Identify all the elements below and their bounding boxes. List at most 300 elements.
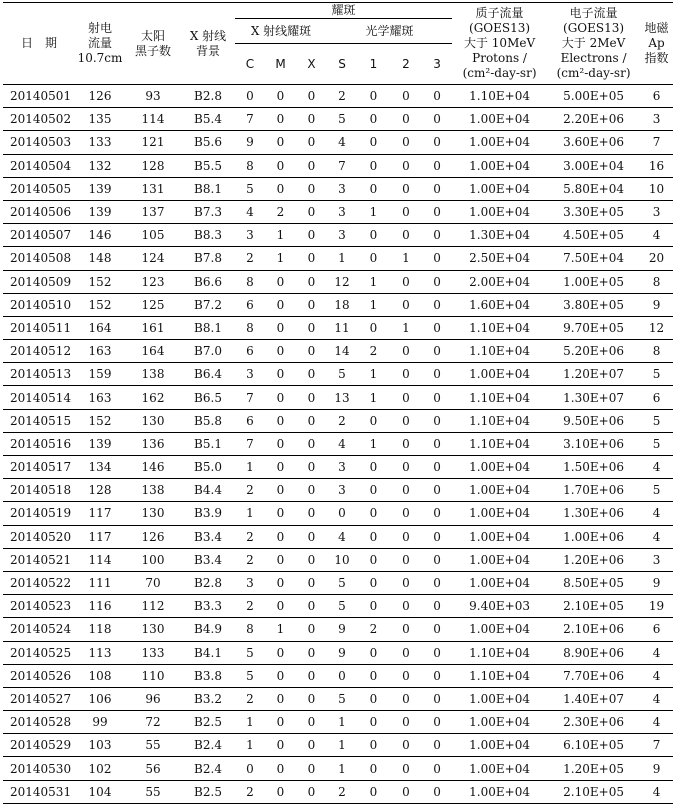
cell-xray-c: 5 [235,177,265,200]
cell-electron-flux: 7.50E+04 [547,247,640,270]
cell-proton-flux: 1.10E+04 [452,85,547,108]
cell-xray-x: 0 [296,711,327,734]
cell-ap-index: 5 [640,363,673,386]
cell-electron-flux: 1.00E+05 [547,270,640,293]
table-row [3,386,673,409]
cell-optical-1: 0 [357,131,390,154]
cell-sunspot-number: 133 [125,641,181,664]
cell-proton-flux: 1.10E+04 [452,316,547,339]
cell-optical-3: 0 [422,340,452,363]
cell-radio-flux: 117 [75,525,125,548]
cell-electron-flux: 3.60E+06 [547,131,640,154]
table-row [3,456,673,479]
cell-optical-1: 0 [357,456,390,479]
cell-radio-flux: 163 [75,386,125,409]
cell-ap-index: 4 [640,687,673,710]
cell-xray-c: 8 [235,618,265,641]
cell-optical-1: 0 [357,154,390,177]
cell-optical-3: 0 [422,595,452,618]
cell-radio-flux: 106 [75,687,125,710]
cell-optical-2: 0 [390,711,422,734]
cell-optical-3: 0 [422,154,452,177]
cell-xray-m: 0 [265,363,296,386]
cell-proton-flux: 1.10E+04 [452,641,547,664]
cell-sunspot-number: 162 [125,386,181,409]
cell-sunspot-number: 93 [125,85,181,108]
cell-ap-index: 8 [640,270,673,293]
cell-optical-2: 0 [390,502,422,525]
cell-xray-x: 0 [296,85,327,108]
cell-xray-m: 0 [265,664,296,687]
cell-xray-m: 0 [265,432,296,455]
cell-optical-3: 0 [422,270,452,293]
cell-date: 20140508 [3,247,75,270]
cell-proton-flux: 1.00E+04 [452,502,547,525]
cell-xray-c: 3 [235,571,265,594]
cell-optical-2: 0 [390,340,422,363]
cell-date: 20140517 [3,456,75,479]
cell-electron-flux: 3.30E+05 [547,200,640,223]
cell-proton-flux: 1.00E+04 [452,618,547,641]
cell-ap-index: 4 [640,711,673,734]
cell-electron-flux: 2.10E+05 [547,595,640,618]
cell-xray-x: 0 [296,456,327,479]
cell-xray-m: 0 [265,571,296,594]
cell-radio-flux: 152 [75,293,125,316]
cell-optical-2: 0 [390,618,422,641]
cell-xray-background: B5.0 [181,456,235,479]
cell-optical-s: 5 [327,595,357,618]
cell-sunspot-number: 56 [125,757,181,780]
table-row [3,780,673,803]
cell-optical-3: 0 [422,479,452,502]
cell-ap-index: 10 [640,177,673,200]
cell-date: 20140503 [3,131,75,154]
cell-optical-2: 0 [390,363,422,386]
table-row [3,711,673,734]
cell-electron-flux: 1.70E+06 [547,479,640,502]
cell-date: 20140528 [3,711,75,734]
cell-proton-flux: 2.00E+04 [452,270,547,293]
cell-optical-3: 0 [422,131,452,154]
cell-xray-x: 0 [296,224,327,247]
cell-optical-1: 2 [357,618,390,641]
cell-xray-background: B5.6 [181,131,235,154]
cell-xray-m: 0 [265,154,296,177]
cell-electron-flux: 1.50E+06 [547,456,640,479]
cell-xray-x: 0 [296,293,327,316]
cell-optical-1: 0 [357,711,390,734]
cell-radio-flux: 117 [75,502,125,525]
cell-xray-x: 0 [296,131,327,154]
cell-optical-s: 3 [327,224,357,247]
cell-proton-flux: 1.10E+04 [452,386,547,409]
cell-xray-background: B2.8 [181,571,235,594]
cell-xray-background: B3.3 [181,595,235,618]
cell-optical-s: 7 [327,154,357,177]
cell-xray-x: 0 [296,502,327,525]
cell-optical-s: 4 [327,525,357,548]
cell-radio-flux: 152 [75,409,125,432]
cell-xray-x: 0 [296,780,327,803]
cell-radio-flux: 152 [75,270,125,293]
cell-ap-index: 6 [640,85,673,108]
cell-xray-background: B7.8 [181,247,235,270]
cell-optical-s: 5 [327,687,357,710]
cell-ap-index: 4 [640,664,673,687]
cell-proton-flux: 1.10E+04 [452,432,547,455]
cell-xray-background: B4.4 [181,479,235,502]
cell-optical-s: 5 [327,571,357,594]
cell-xray-m: 1 [265,224,296,247]
cell-proton-flux: 1.10E+04 [452,664,547,687]
cell-date: 20140512 [3,340,75,363]
cell-date: 20140514 [3,386,75,409]
cell-optical-3: 0 [422,85,452,108]
cell-optical-2: 0 [390,734,422,757]
table-row [3,734,673,757]
cell-xray-x: 0 [296,363,327,386]
cell-optical-s: 2 [327,409,357,432]
cell-optical-2: 0 [390,224,422,247]
table-row [3,131,673,154]
table-row [3,618,673,641]
cell-optical-3: 0 [422,525,452,548]
cell-ap-index: 5 [640,409,673,432]
table-row [3,293,673,316]
cell-xray-background: B7.2 [181,293,235,316]
cell-xray-c: 7 [235,386,265,409]
cell-optical-1: 0 [357,734,390,757]
cell-xray-background: B2.8 [181,85,235,108]
cell-sunspot-number: 114 [125,108,181,131]
cell-xray-m: 0 [265,757,296,780]
cell-date: 20140511 [3,316,75,339]
cell-date: 20140521 [3,548,75,571]
cell-sunspot-number: 125 [125,293,181,316]
cell-optical-1: 0 [357,687,390,710]
cell-optical-1: 1 [357,293,390,316]
cell-ap-index: 4 [640,780,673,803]
cell-xray-c: 1 [235,711,265,734]
cell-date: 20140516 [3,432,75,455]
cell-optical-2: 0 [390,664,422,687]
cell-proton-flux: 1.00E+04 [452,548,547,571]
cell-ap-index: 4 [640,224,673,247]
cell-electron-flux: 2.10E+06 [547,618,640,641]
cell-optical-3: 0 [422,293,452,316]
cell-ap-index: 5 [640,479,673,502]
cell-xray-x: 0 [296,548,327,571]
cell-optical-1: 0 [357,85,390,108]
cell-xray-x: 0 [296,734,327,757]
cell-proton-flux: 1.00E+04 [452,571,547,594]
cell-xray-x: 0 [296,409,327,432]
cell-optical-3: 0 [422,386,452,409]
cell-sunspot-number: 100 [125,548,181,571]
cell-sunspot-number: 131 [125,177,181,200]
cell-sunspot-number: 96 [125,687,181,710]
cell-optical-2: 0 [390,548,422,571]
cell-xray-x: 0 [296,270,327,293]
cell-optical-2: 0 [390,270,422,293]
cell-electron-flux: 2.20E+06 [547,108,640,131]
cell-xray-m: 0 [265,270,296,293]
cell-electron-flux: 2.30E+06 [547,711,640,734]
cell-optical-2: 1 [390,316,422,339]
cell-xray-background: B5.5 [181,154,235,177]
cell-date: 20140509 [3,270,75,293]
cell-optical-3: 0 [422,780,452,803]
cell-proton-flux: 1.00E+04 [452,757,547,780]
solar-activity-table [3,2,673,804]
cell-date: 20140505 [3,177,75,200]
header-optical-1: 1 [357,44,390,85]
cell-radio-flux: 148 [75,247,125,270]
cell-optical-1: 0 [357,571,390,594]
cell-xray-background: B8.1 [181,177,235,200]
cell-optical-s: 1 [327,757,357,780]
cell-date: 20140513 [3,363,75,386]
cell-proton-flux: 1.00E+04 [452,780,547,803]
cell-xray-c: 2 [235,525,265,548]
cell-xray-x: 0 [296,687,327,710]
cell-optical-s: 9 [327,618,357,641]
table-row [3,409,673,432]
cell-optical-3: 0 [422,734,452,757]
cell-xray-m: 0 [265,177,296,200]
header-electron-flux: 电子流量 (GOES13) 大于 2MeV Electrons / (cm²-day-sr) [547,3,640,85]
cell-optical-s: 2 [327,780,357,803]
cell-date: 20140525 [3,641,75,664]
cell-date: 20140515 [3,409,75,432]
cell-optical-3: 0 [422,664,452,687]
cell-date: 20140527 [3,687,75,710]
table-row [3,270,673,293]
cell-proton-flux: 1.00E+04 [452,363,547,386]
cell-xray-c: 7 [235,108,265,131]
cell-sunspot-number: 121 [125,131,181,154]
cell-optical-s: 5 [327,108,357,131]
cell-optical-2: 0 [390,131,422,154]
cell-proton-flux: 1.00E+04 [452,687,547,710]
cell-proton-flux: 1.60E+04 [452,293,547,316]
table-row [3,340,673,363]
cell-optical-2: 0 [390,456,422,479]
cell-sunspot-number: 138 [125,479,181,502]
cell-radio-flux: 113 [75,641,125,664]
cell-optical-3: 0 [422,687,452,710]
cell-optical-s: 3 [327,479,357,502]
cell-xray-c: 2 [235,780,265,803]
cell-optical-3: 0 [422,711,452,734]
cell-sunspot-number: 130 [125,409,181,432]
cell-sunspot-number: 126 [125,525,181,548]
cell-optical-1: 1 [357,386,390,409]
cell-sunspot-number: 72 [125,711,181,734]
cell-date: 20140530 [3,757,75,780]
cell-xray-c: 6 [235,409,265,432]
cell-radio-flux: 118 [75,618,125,641]
cell-electron-flux: 3.80E+05 [547,293,640,316]
header-optical-3: 3 [422,44,452,85]
cell-ap-index: 16 [640,154,673,177]
cell-xray-m: 0 [265,316,296,339]
cell-sunspot-number: 136 [125,432,181,455]
cell-optical-2: 1 [390,247,422,270]
cell-sunspot-number: 112 [125,595,181,618]
cell-optical-s: 1 [327,734,357,757]
cell-xray-background: B6.6 [181,270,235,293]
cell-xray-x: 0 [296,757,327,780]
cell-proton-flux: 1.00E+04 [452,200,547,223]
cell-optical-3: 0 [422,548,452,571]
cell-optical-1: 0 [357,548,390,571]
cell-radio-flux: 132 [75,154,125,177]
cell-xray-m: 0 [265,85,296,108]
cell-electron-flux: 4.50E+05 [547,224,640,247]
cell-optical-3: 0 [422,409,452,432]
table-row [3,316,673,339]
cell-sunspot-number: 164 [125,340,181,363]
cell-electron-flux: 5.00E+05 [547,85,640,108]
cell-proton-flux: 1.00E+04 [452,711,547,734]
cell-electron-flux: 3.10E+06 [547,432,640,455]
cell-xray-m: 0 [265,641,296,664]
cell-date: 20140501 [3,85,75,108]
cell-proton-flux: 1.10E+04 [452,409,547,432]
cell-xray-background: B2.4 [181,734,235,757]
cell-radio-flux: 134 [75,456,125,479]
table-row [3,479,673,502]
cell-xray-c: 6 [235,340,265,363]
cell-optical-3: 0 [422,316,452,339]
cell-xray-c: 2 [235,595,265,618]
cell-date: 20140524 [3,618,75,641]
cell-xray-x: 0 [296,641,327,664]
cell-optical-s: 0 [327,502,357,525]
cell-optical-2: 0 [390,687,422,710]
cell-date: 20140522 [3,571,75,594]
cell-ap-index: 19 [640,595,673,618]
cell-sunspot-number: 146 [125,456,181,479]
cell-optical-3: 0 [422,571,452,594]
table-row [3,757,673,780]
cell-electron-flux: 8.50E+05 [547,571,640,594]
table-row [3,595,673,618]
cell-ap-index: 6 [640,618,673,641]
cell-radio-flux: 99 [75,711,125,734]
cell-optical-s: 18 [327,293,357,316]
cell-ap-index: 3 [640,548,673,571]
cell-optical-3: 0 [422,757,452,780]
cell-proton-flux: 1.00E+04 [452,456,547,479]
cell-radio-flux: 128 [75,479,125,502]
cell-xray-c: 1 [235,502,265,525]
cell-sunspot-number: 128 [125,154,181,177]
cell-xray-m: 1 [265,618,296,641]
table-row [3,177,673,200]
cell-proton-flux: 9.40E+03 [452,595,547,618]
cell-ap-index: 20 [640,247,673,270]
header-optical-s: S [327,44,357,85]
cell-optical-s: 14 [327,340,357,363]
cell-electron-flux: 1.20E+05 [547,757,640,780]
table-row [3,641,673,664]
cell-optical-s: 10 [327,548,357,571]
cell-radio-flux: 111 [75,571,125,594]
cell-optical-1: 0 [357,525,390,548]
cell-sunspot-number: 123 [125,270,181,293]
cell-xray-background: B8.3 [181,224,235,247]
cell-xray-c: 4 [235,200,265,223]
cell-xray-background: B2.5 [181,780,235,803]
cell-ap-index: 9 [640,757,673,780]
table-row [3,525,673,548]
cell-xray-x: 0 [296,595,327,618]
cell-xray-background: B4.9 [181,618,235,641]
cell-proton-flux: 1.00E+04 [452,131,547,154]
table-row [3,548,673,571]
cell-optical-1: 0 [357,479,390,502]
cell-optical-2: 0 [390,757,422,780]
cell-xray-m: 0 [265,711,296,734]
cell-xray-x: 0 [296,340,327,363]
cell-xray-m: 0 [265,525,296,548]
cell-radio-flux: 135 [75,108,125,131]
cell-optical-s: 3 [327,177,357,200]
cell-proton-flux: 1.00E+04 [452,177,547,200]
cell-optical-3: 0 [422,456,452,479]
cell-sunspot-number: 124 [125,247,181,270]
cell-xray-x: 0 [296,479,327,502]
cell-date: 20140518 [3,479,75,502]
table-row [3,664,673,687]
cell-electron-flux: 6.10E+05 [547,734,640,757]
cell-optical-s: 13 [327,386,357,409]
cell-optical-1: 0 [357,108,390,131]
cell-xray-x: 0 [296,177,327,200]
cell-xray-c: 5 [235,664,265,687]
cell-proton-flux: 1.00E+04 [452,734,547,757]
cell-radio-flux: 114 [75,548,125,571]
cell-optical-1: 1 [357,363,390,386]
cell-electron-flux: 5.80E+04 [547,177,640,200]
cell-date: 20140520 [3,525,75,548]
cell-optical-s: 5 [327,363,357,386]
cell-optical-3: 0 [422,502,452,525]
cell-date: 20140519 [3,502,75,525]
header-proton-flux: 质子流量 (GOES13) 大于 10MeV Protons / (cm²-day-sr) [452,3,547,85]
cell-optical-1: 0 [357,316,390,339]
table-header [3,3,673,85]
cell-xray-c: 8 [235,154,265,177]
cell-xray-m: 2 [265,200,296,223]
header-date: 日 期 [3,3,75,85]
cell-ap-index: 8 [640,340,673,363]
cell-date: 20140502 [3,108,75,131]
cell-date: 20140504 [3,154,75,177]
cell-electron-flux: 1.00E+06 [547,525,640,548]
cell-optical-3: 0 [422,224,452,247]
cell-xray-c: 6 [235,293,265,316]
header-optical-2: 2 [390,44,422,85]
cell-radio-flux: 139 [75,432,125,455]
cell-xray-x: 0 [296,247,327,270]
cell-xray-m: 0 [265,131,296,154]
cell-optical-1: 1 [357,200,390,223]
cell-optical-1: 0 [357,502,390,525]
